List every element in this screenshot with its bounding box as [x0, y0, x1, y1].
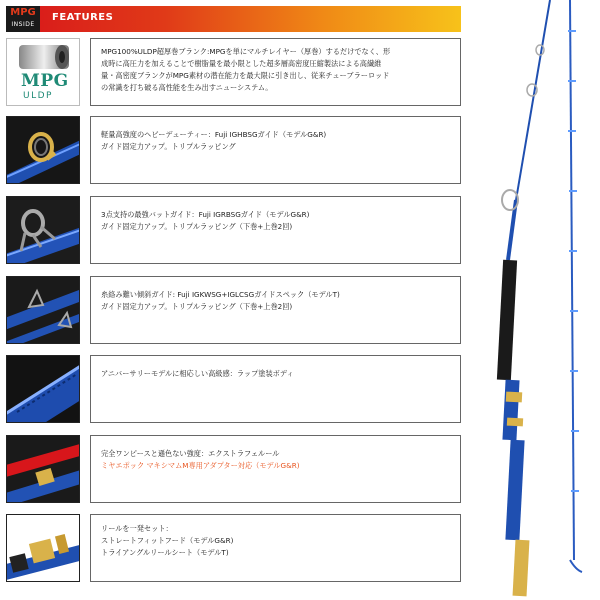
feature-text-line: ガイド固定力アップ。トリプルラッピング — [101, 142, 236, 151]
feature-row-butt-guide — [6, 196, 461, 264]
feature-row-mpg — [6, 38, 461, 106]
feature-text-line: ストレートフィットフード（モデルG&R) — [101, 536, 234, 545]
feature-row-wrap-paint — [6, 355, 461, 423]
logo-bottom-text: INSIDE — [11, 21, 35, 28]
feature-description — [90, 276, 461, 344]
feature-text-line: 完全ワンピースと遜色ない強度：エクストラフェルール — [101, 449, 280, 458]
feature-text-line: トライアングルリールシート（モデルT) — [101, 548, 229, 557]
extra-ferrule-icon — [6, 435, 80, 503]
logo-top-text: MPG — [10, 7, 36, 18]
feature-text-line: 量・高密度ブランクがMPG素材の潜在能力を最大限に引き出し、従来チューブラーロッド — [101, 71, 390, 80]
feature-description — [90, 514, 461, 582]
feature-row-tangle-free-guide — [6, 276, 461, 344]
mpg-logo-text: MPG — [21, 71, 69, 91]
feature-description — [90, 355, 461, 423]
feature-text-line: リールを一発セット： — [101, 524, 173, 533]
feature-accent-text-line: ミヤエポック マキシマムM専用アダプター対応（モデルG&R) — [101, 461, 300, 470]
feature-row-reel-seat — [6, 514, 461, 582]
features-title: FEATURES — [52, 12, 114, 23]
feature-text-line: 糸絡み難い傾斜ガイド: Fuji IGKWSG+IGLCSGガイドスペック（モデルT) — [101, 290, 340, 299]
feature-row-extra-ferrule — [6, 435, 461, 503]
butt-guide-icon — [6, 196, 80, 264]
rods-graphic — [470, 0, 600, 600]
fishing-rod-image — [470, 0, 600, 600]
feature-text-line: アニバーサリーモデルに相応しい高級感：ラップ塗装ボディ — [101, 369, 294, 378]
feature-text-line: ガイド固定力アップ。トリプルラッピング（下巻+上巻2回) — [101, 302, 293, 311]
feature-description — [90, 435, 461, 503]
reel-seat-icon — [6, 514, 80, 582]
feature-description — [90, 196, 461, 264]
mpg-uldp-icon — [6, 38, 80, 106]
feature-description — [90, 38, 461, 106]
feature-text-line: の常識を打ち破る高性能を生み出すニューシステム。 — [101, 83, 273, 92]
feature-description — [90, 116, 461, 184]
feature-text-line: MPG100%ULDP超厚巻ブランク:MPGを単にマルチレイヤー（厚巻）するだけでなく、形 — [101, 47, 391, 56]
uldp-logo-text: ULDP — [23, 91, 53, 101]
feature-text-line: 軽量高強度のヘビーデューティー：Fuji IGHBSGガイド（モデルG&R) — [101, 130, 327, 139]
guide-icon — [6, 116, 80, 184]
feature-text-line: 3点支持の最強バットガイド：Fuji IGRBSGガイド（モデルG&R) — [101, 210, 310, 219]
feature-row-guide — [6, 116, 461, 184]
mpg-inside-logo — [6, 6, 40, 32]
wrap-paint-icon — [6, 355, 80, 423]
tangle-free-guide-icon — [6, 276, 80, 344]
feature-text-line: ガイド固定力アップ。トリプルラッピング（下巻+上巻2回) — [101, 222, 293, 231]
feature-text-line: 成時に高圧力を加えることで樹脂量を最小限とした超多層高密度圧縮製法による高繊維 — [101, 59, 382, 68]
